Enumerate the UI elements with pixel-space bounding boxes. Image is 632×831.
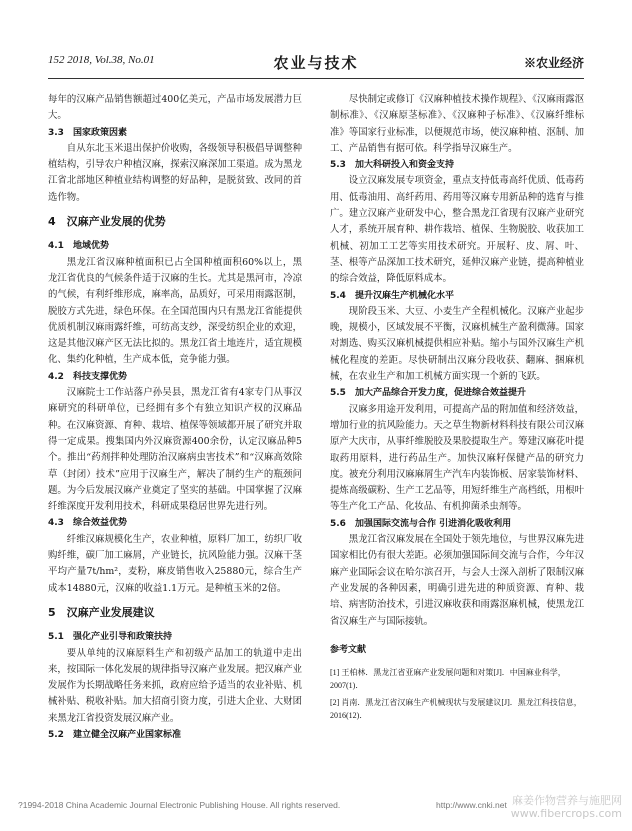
paragraph: 汉麻多用途开发利用，可提高产品的附加值和经济效益，增加行业的抗风险能力。天之草生物新材料科技有限公司汉麻原产大庆市，从事纤维脱胶及果胶提取生产。筹建汉麻花叶提取药用原料，进行药品生产。加快汉麻籽保健产品的研究力度。被充分利用汉麻麻屑生产汽车内装饰板、居家装饰材料、提炼高级碳粉、生产工艺品等，用短纤维生产高档纸，用根叶等生产化工产品、化妆品、有机抑菌杀虫剂等。 [330,403,584,513]
watermark [511,794,622,820]
subsection-heading: 5.1 强化产业引导和政策扶持 [48,632,172,643]
references-heading: 参考文献 [330,644,367,655]
header-rule [48,78,584,79]
source-url[interactable]: http://www.cnki.net [436,800,507,810]
journal-title: 农业与技术 [273,54,359,72]
subsection-heading: 5.6 加强国际交流与合作 引进消化吸收利用 [330,518,512,529]
paragraph: 每年的汉麻产品销售额超过400亿美元，产品市场发展潜力巨大。 [48,94,302,122]
subsection-heading: 4.1 地域优势 [48,241,109,252]
paragraph: 汉麻院士工作站落户孙吴县，黑龙江省有4家专门从事汉麻研究的科研单位，已经拥有多个有独立知识产权的汉麻品种。在汉麻资源、育种、栽培、植保等领域都开展了研究并取得一定成果。搜集国内外汉麻资源400余份，认定汉麻品种5个。推出“药剂拌种处理防治汉麻病虫害技术”和“汉麻高效除草（封闭）技术”应用于汉麻生产，解决了制约生产的瓶颈问题。为今后发展汉麻产业奠定了坚实的基础。中国掌握了汉麻纤维深度开发利用技术，科研成果稳居世界先进行列。 [48,387,302,513]
paragraph: 纤维汉麻规模化生产，农业种植，原料厂加工，纺织厂收购纤维，碳厂加工麻屑，产业链长，抗风险能力强。汉麻干茎平均产量7t/hm²，麦粉，麻皮销售收入25880元，综合生产成本14880元，汉麻的收益1.1万元。是种植玉米的2倍。 [48,533,302,594]
section-heading: 4 汉麻产业发展的优势 [48,215,166,229]
right-column [330,92,584,726]
journal-issue: 152 2018, Vol.38, No.01 [48,54,155,66]
paragraph: 要从单纯的汉麻原料生产和初级产品加工的轨道中走出来，按国际一体化发展的规律指导汉麻产业发展。把汉麻产业发展作为长期战略任务来抓，政府应给予适当的农业补贴、机械补贴、税收补贴。加大招商引资力度，引进大企业、大财团来黑龙江省投资发展汉麻产业。 [48,647,302,724]
copyright-text: ?1994-2018 China Academic Journal Electronic Publishing House. All rights reserved. [18,800,341,810]
subsection-heading: 5.3 加大科研投入和资金支持 [330,160,454,171]
paragraph: 自从东北玉米退出保护价收购，各级领导积极倡导调整种植结构，引导农户种植汉麻，探索汉麻深加工渠道。成为黑龙江省北部地区种植业结构调整的好品种，是脱贫致、改同的首选作物。 [48,142,302,203]
paragraph: 黑龙江省汉麻发展在全国处于领先地位，与世界汉麻先进国家相比仍有很大差距。必须加强国际间交流与合作，今年汉麻产业国际会议在哈尔滨召开，与会人士深入剖析了限制汉麻产业发展的各种因素，明确引进先进的种质资源、育种、栽培、病害防治技术，引进汉麻收获和雨露沤麻机械，使黑龙江省汉麻生产与国际接轨。 [330,534,584,627]
subsection-heading: 4.3 综合效益优势 [48,518,127,529]
reference-item: [2] 肖南．黑龙江省汉麻生产机械现状与发展建议[J]．黑龙江科技信息，2016(12)． [330,698,582,721]
reference-item: [1] 王柏林．黑龙江省亚麻产业发展问题和对策[J]．中国麻业科学，2007(1)． [330,668,566,691]
section-name: ※农业经济 [523,56,584,70]
paragraph: 尽快制定或修订《汉麻种植技术操作规程》、《汉麻雨露沤制标准》、《汉麻原茎标准》、《汉麻种子标准》、《汉麻纤维标准》等国家行业标准，以便规范市场，使汉麻种植、沤制、加工、产品销售有据可依。科学指导汉麻生产。 [330,94,584,154]
subsection-heading: 3.3 国家政策因素 [48,127,127,138]
subsection-heading: 5.5 加大产品综合开发力度，促进综合效益提升 [330,388,526,399]
left-column [48,92,302,743]
subsection-heading: 4.2 科技支撑优势 [48,371,127,382]
subsection-heading: 5.2 建立健全汉麻产业国家标准 [48,729,181,740]
paragraph: 设立汉麻发展专项资金，重点支持低毒高纤优质、低毒药用、低毒油用、高纤药用、药用等汉麻专用新品种的选育与推广。建立汉麻产业研发中心，整合黑龙江省现有汉麻产业研究人才，系统开展育种、耕作栽培、植保、生物脱胶、收获加工机械、初加工工艺等实用技术研究。开展籽、皮、屑、叶、茎、根等产品深加工技术研究，延伸汉麻产业链，提高种植业的综合效益，降低原料成本。 [330,175,584,285]
paragraph: 黑龙江省汉麻种植面积已占全国种植面积60%以上，黑龙江省优良的气候条件适于汉麻的生长。尤其是黑河市，冷凉的气候，有利纤维形成，麻率高，品质好，可采用雨露沤制，脱胶方式先进，绿色环保。在全国范围内只有黑龙江省能提供优质机制汉麻雨露纤维，可纺高支纱，深受纺织企业的欢迎，这是其他汉麻产区无法比拟的。黑龙江省土地连片，适宜规模化、集约化种植，生产成本低，竞争能力强。 [48,256,302,366]
paragraph: 现阶段玉米、大豆、小麦生产全程机械化。汉麻产业起步晚，规模小，区域发展不平衡，汉麻机械生产盈利微薄。国家对割选、购买汉麻机械提供相应补贴。缩小与国外汉麻生产机械化程度的差距。尽快研制出汉麻分段收获、翻麻、捆麻机械，在农业生产和加工机械方面实现一个新的飞跃。 [330,305,584,383]
watermark-line: www.fibercrops.com [510,807,622,820]
section-heading: 5 汉麻产业发展建议 [48,605,155,619]
page-header [48,52,584,74]
watermark-line: 麻姜作物营养与施肥网 [512,794,622,807]
subsection-heading: 5.4 提升汉麻生产机械化水平 [330,290,454,301]
